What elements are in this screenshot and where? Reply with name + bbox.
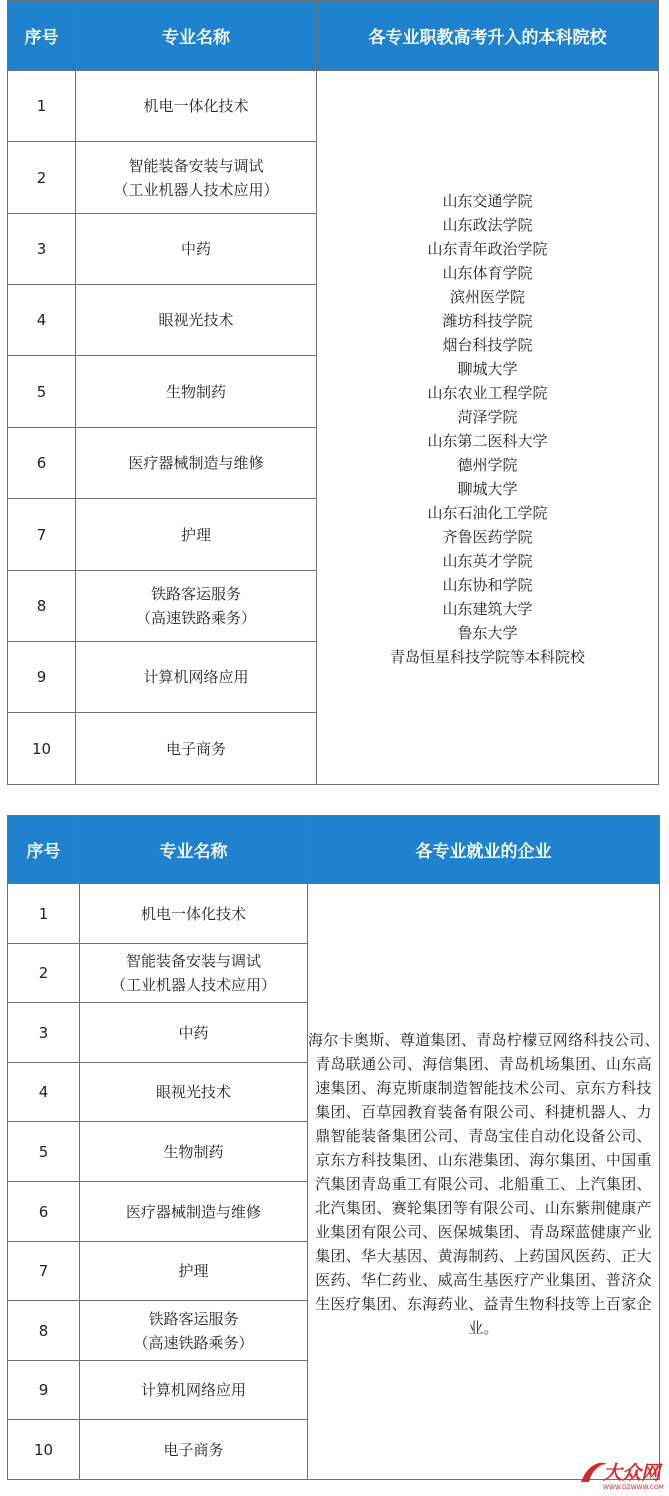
company-text-line: 速集团、海克斯康制造智能技术公司、京东方科技 bbox=[315, 1078, 652, 1097]
major-name: 计算机网络应用 bbox=[76, 642, 317, 713]
row-number: 1 bbox=[8, 71, 76, 142]
company-text-line: 海尔卡奥斯、尊道集团、青岛柠檬豆网络科技公司、 bbox=[308, 1030, 660, 1049]
row-number: 1 bbox=[8, 884, 80, 944]
major-name: 智能装备安装与调试 （工业机器人技术应用） bbox=[76, 142, 317, 214]
school-item: 菏泽学院 bbox=[457, 407, 518, 426]
company-text-line: 北汽集团、赛轮集团等有限公司、山东紫荆健康产 bbox=[315, 1198, 652, 1217]
company-text-line: 业。 bbox=[468, 1318, 499, 1337]
dzwww-logo bbox=[577, 1452, 665, 1492]
school-item: 山东农业工程学院 bbox=[427, 383, 548, 402]
row-number: 9 bbox=[8, 642, 76, 713]
table-row bbox=[8, 71, 659, 142]
row-number: 10 bbox=[8, 713, 76, 785]
row-number: 5 bbox=[8, 356, 76, 428]
row-number: 6 bbox=[8, 428, 76, 499]
row-number: 6 bbox=[8, 1182, 80, 1242]
school-item: 山东协和学院 bbox=[442, 575, 533, 594]
table-header-row bbox=[8, 1, 659, 71]
row-number: 3 bbox=[8, 214, 76, 285]
company-text-line: 业集团有限公司、医保城集团、青岛琛蓝健康产业 bbox=[315, 1222, 652, 1241]
row-number: 4 bbox=[8, 285, 76, 356]
major-name: 电子商务 bbox=[76, 713, 317, 785]
school-item: 山东英才学院 bbox=[442, 551, 533, 570]
major-name: 眼视光技术 bbox=[80, 1063, 308, 1122]
major-name: 铁路客运服务 （高速铁路乘务） bbox=[80, 1301, 308, 1361]
major-name: 医疗器械制造与维修 bbox=[76, 428, 317, 499]
school-item: 山东石油化工学院 bbox=[427, 503, 548, 522]
major-name: 机电一体化技术 bbox=[80, 884, 308, 944]
school-item: 山东政法学院 bbox=[442, 215, 533, 234]
company-text-line: 生医疗集团、东海药业、益青生物科技等上百家企 bbox=[315, 1294, 652, 1313]
major-name: 电子商务 bbox=[80, 1420, 308, 1480]
employers-table bbox=[7, 815, 660, 1480]
row-number: 10 bbox=[8, 1420, 80, 1480]
header-major: 专业名称 bbox=[80, 816, 308, 884]
logo-graphic bbox=[577, 1452, 665, 1492]
row-number: 2 bbox=[8, 142, 76, 214]
school-item: 滨州医学院 bbox=[449, 287, 525, 306]
major-name: 铁路客运服务 （高速铁路乘务） bbox=[76, 571, 317, 642]
row-number: 7 bbox=[8, 1242, 80, 1301]
major-name: 中药 bbox=[76, 214, 317, 285]
school-item: 齐鲁医药学院 bbox=[442, 527, 533, 546]
row-number: 2 bbox=[8, 944, 80, 1003]
company-text-line: 医药、华仁药业、威高生基医疗产业集团、普济众 bbox=[315, 1270, 652, 1289]
school-item: 鲁东大学 bbox=[457, 623, 518, 642]
logo-text: 大众网 bbox=[603, 1462, 661, 1484]
school-item: 德州学院 bbox=[457, 455, 518, 474]
row-number: 8 bbox=[8, 571, 76, 642]
company-text-line: 集团、百草园教育装备有限公司、科捷机器人、力 bbox=[315, 1102, 652, 1121]
school-item: 山东交通学院 bbox=[442, 191, 533, 210]
header-companies: 各专业就业的企业 bbox=[308, 816, 660, 884]
school-item: 山东青年政治学院 bbox=[427, 239, 548, 258]
school-item: 烟台科技学院 bbox=[442, 335, 533, 354]
school-item: 青岛恒星科技学院等本科院校 bbox=[389, 647, 585, 666]
header-major: 专业名称 bbox=[76, 1, 317, 71]
school-item: 聊城大学 bbox=[457, 359, 518, 378]
company-text-line: 青岛联通公司、海信集团、青岛机场集团、山东高 bbox=[315, 1054, 652, 1073]
school-item: 潍坊科技学院 bbox=[442, 311, 533, 330]
school-item: 山东建筑大学 bbox=[442, 599, 533, 618]
major-name: 智能装备安装与调试 （工业机器人技术应用） bbox=[80, 944, 308, 1003]
row-number: 4 bbox=[8, 1063, 80, 1122]
company-text-line: 汽集团青岛重工有限公司、北船重工、上汽集团、 bbox=[315, 1174, 652, 1193]
table-header-row bbox=[8, 816, 660, 884]
table-row bbox=[8, 884, 660, 944]
logo-url: WWW.DZWWW.COM bbox=[603, 1484, 664, 1491]
major-name: 护理 bbox=[80, 1242, 308, 1301]
row-number: 7 bbox=[8, 499, 76, 571]
row-number: 9 bbox=[8, 1361, 80, 1420]
header-no: 序号 bbox=[8, 816, 80, 884]
company-text-line: 京东方科技集团、山东港集团、海尔集团、中国重 bbox=[315, 1150, 652, 1169]
colleges-table bbox=[7, 0, 659, 785]
header-schools: 各专业职教高考升入的本科院校 bbox=[317, 1, 659, 71]
row-number: 3 bbox=[8, 1003, 80, 1063]
row-number: 8 bbox=[8, 1301, 80, 1361]
row-number: 5 bbox=[8, 1122, 80, 1182]
major-name: 中药 bbox=[80, 1003, 308, 1063]
major-name: 医疗器械制造与维修 bbox=[80, 1182, 308, 1242]
major-name: 眼视光技术 bbox=[76, 285, 317, 356]
schools-list bbox=[317, 71, 659, 785]
company-text-line: 集团、华大基因、黄海制药、上药国风医药、正大 bbox=[315, 1246, 652, 1265]
school-item: 聊城大学 bbox=[457, 479, 518, 498]
major-name: 计算机网络应用 bbox=[80, 1361, 308, 1420]
major-name: 护理 bbox=[76, 499, 317, 571]
major-name: 机电一体化技术 bbox=[76, 71, 317, 142]
company-text-line: 鼎智能装备集团公司、青岛宝佳自动化设备公司、 bbox=[315, 1126, 652, 1145]
major-name: 生物制药 bbox=[76, 356, 317, 428]
header-no: 序号 bbox=[8, 1, 76, 71]
companies-list bbox=[308, 884, 660, 1480]
major-name: 生物制药 bbox=[80, 1122, 308, 1182]
school-item: 山东第二医科大学 bbox=[427, 431, 548, 450]
school-item: 山东体育学院 bbox=[442, 263, 533, 282]
